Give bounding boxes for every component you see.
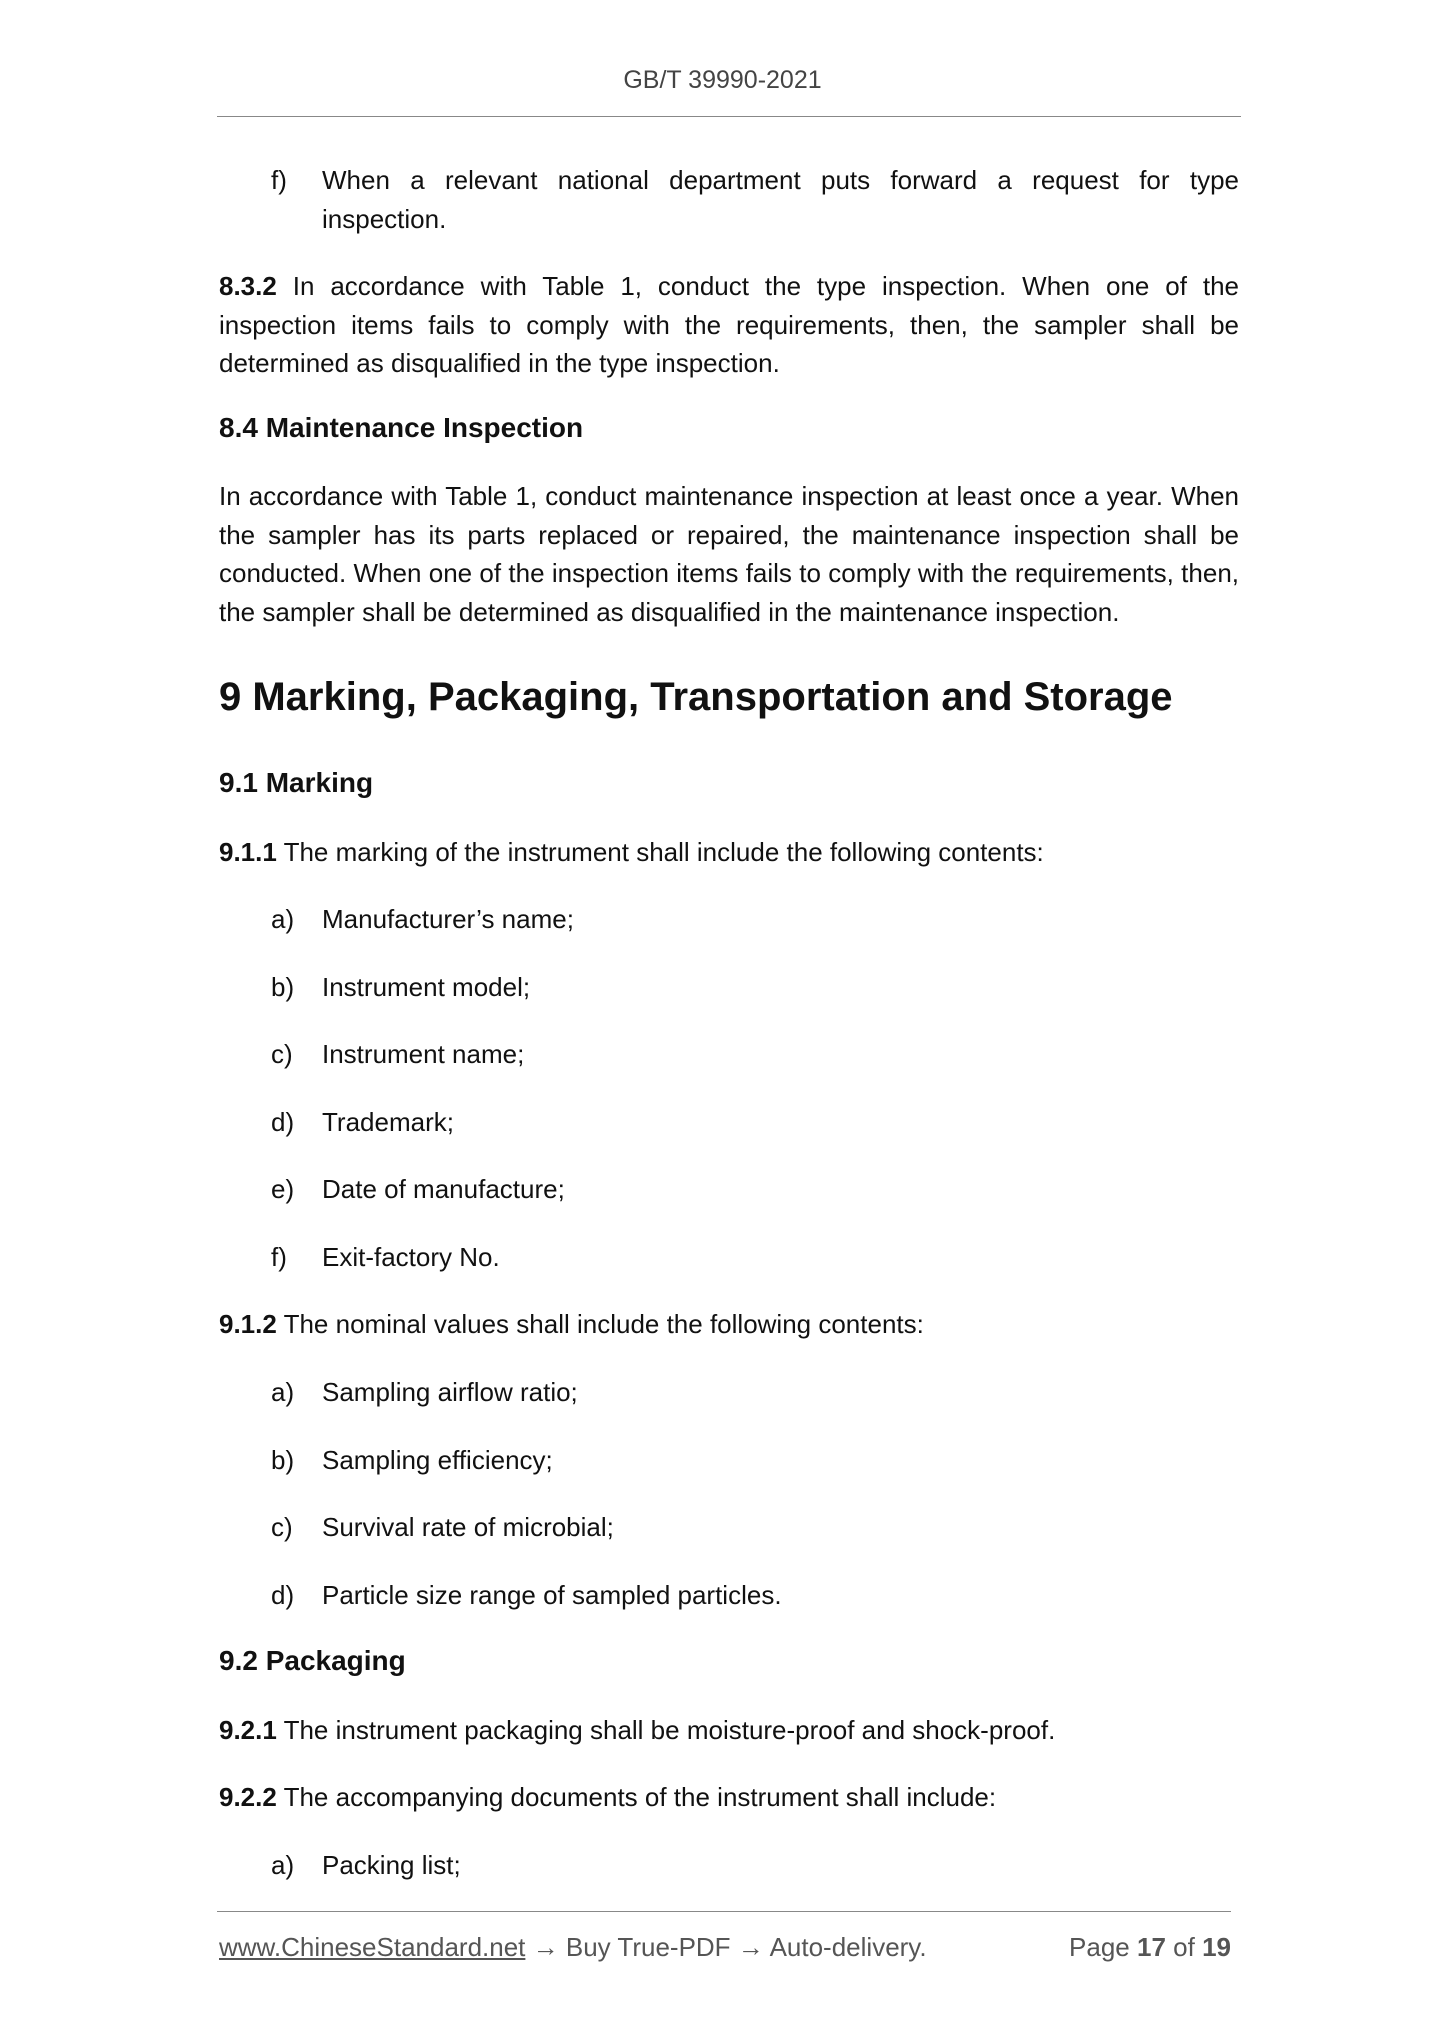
page-total: 19 [1202, 1932, 1231, 1962]
clause-text: In accordance with Table 1, conduct the type inspection. When one of the inspection items fails to comply with the requirements, then, the sampler shall be determined as disqualified in the type inspection. [219, 271, 1239, 378]
list-item-text: Exit-factory No. [322, 1242, 500, 1272]
list-item-text: Sampling airflow ratio; [322, 1377, 578, 1407]
heading-9-2: 9.2 Packaging [219, 1645, 406, 1676]
list-item-text: Instrument model; [322, 972, 531, 1002]
page-current: 17 [1137, 1932, 1166, 1962]
list-item-label: e) [271, 1174, 295, 1204]
clause-number: 9.1.2 [219, 1309, 277, 1339]
list-item-label: c) [271, 1512, 293, 1542]
clause-number: 8.3.2 [219, 271, 277, 301]
page-footer [219, 1932, 1231, 1963]
heading-9-1: 9.1 Marking [219, 767, 374, 798]
heading-8-4: 8.4 Maintenance Inspection [219, 412, 584, 443]
list-item-text: Particle size range of sampled particles. [322, 1580, 782, 1610]
page-word: Page [1069, 1932, 1130, 1962]
page-indicator [1069, 1932, 1231, 1963]
list-item-label: b) [271, 1445, 295, 1475]
clause-text: The instrument packaging shall be moisture-proof and shock-proof. [283, 1715, 1056, 1745]
clause-number: 9.2.1 [219, 1715, 277, 1745]
clause-text: The accompanying documents of the instrument shall include: [283, 1782, 997, 1812]
list-item-text: Date of manufacture; [322, 1174, 565, 1204]
website-link[interactable]: www.ChineseStandard.net [219, 1932, 526, 1962]
list-item-label: d) [271, 1107, 295, 1137]
clause-8-4-text: In accordance with Table 1, conduct maintenance inspection at least once a year. When the sampler has its parts replaced or repaired, the maintenance inspection shall be conducted. When one of the inspection items fails to comply with the requirements, then, the sampler shall be determined as disqualified in the maintenance inspection. [219, 481, 1239, 627]
list-item-label: a) [271, 904, 295, 934]
clause-9-1-2 [219, 1305, 1239, 1344]
list-item-label: c) [271, 1039, 293, 1069]
clause-8-3-2 [219, 267, 1239, 383]
list-item-label: a) [271, 1377, 295, 1407]
clause-text: The marking of the instrument shall include the following contents: [283, 837, 1044, 867]
list-item-text: Instrument name; [322, 1039, 525, 1069]
clause-number: 9.2.2 [219, 1782, 277, 1812]
clause-number: 9.1.1 [219, 837, 277, 867]
list-item-text: Sampling efficiency; [322, 1445, 553, 1475]
clause-9-2-2 [219, 1778, 1239, 1817]
list-item-text: Packing list; [322, 1850, 461, 1880]
list-item-label: d) [271, 1580, 295, 1610]
clause-text: The nominal values shall include the following contents: [283, 1309, 924, 1339]
heading-9: 9 Marking, Packaging, Transportation and Storage [219, 675, 1173, 719]
footer-tagline: → Buy True-PDF → Auto-delivery. [525, 1932, 927, 1962]
list-item-label: f) [271, 165, 287, 195]
list-item-text: Trademark; [322, 1107, 454, 1137]
document-header: GB/T 39990-2021 [623, 66, 822, 94]
list-item-text: When a relevant national department puts forward a request for type inspection. [322, 165, 1239, 234]
of-word: of [1173, 1932, 1195, 1962]
list-item-text: Manufacturer’s name; [322, 904, 574, 934]
list-item-label: a) [271, 1850, 295, 1880]
clause-9-1-1 [219, 833, 1239, 872]
header-divider [217, 116, 1241, 117]
list-item-label: f) [271, 1242, 287, 1272]
footer-divider [217, 1911, 1231, 1912]
list-item-label: b) [271, 972, 295, 1002]
clause-9-2-1 [219, 1711, 1239, 1750]
list-item-text: Survival rate of microbial; [322, 1512, 614, 1542]
